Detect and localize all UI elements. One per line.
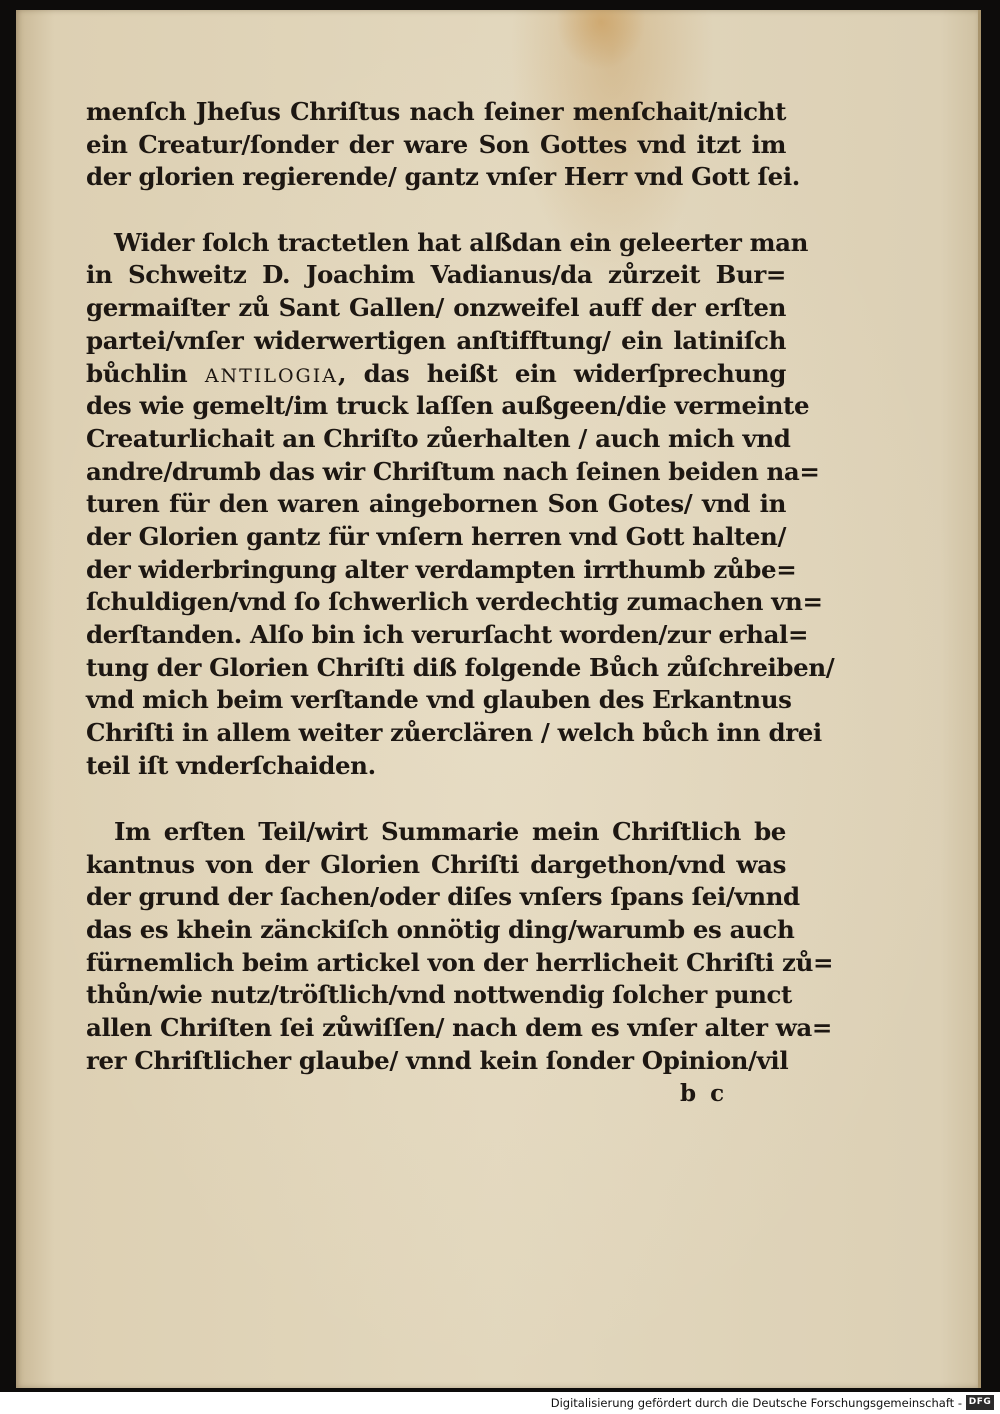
text-line: derſtanden. Alſo bin ich verurſacht worden/zur erhal=	[86, 620, 809, 649]
text-line: der widerbringung alter verdampten irrthumb zůbe=	[86, 554, 797, 584]
text-line: der grund der ſachen/oder diſes vnſers ſpans ſei/vnnd	[86, 882, 800, 912]
text-line: rer Chriſtlicher glaube/ vnnd kein ſonder Opinion/vil	[86, 1045, 789, 1075]
text-line: des wie gemelt/im truck laſſen außgeen/die vermeinte	[86, 391, 810, 421]
text-line: in Schweitz D. Joachim Vadianus/da zůrzeit Bur=	[86, 260, 786, 290]
text-line	[86, 358, 786, 391]
text-line: turen für den waren aingebornen Son Gotes/ vnd in	[86, 489, 786, 519]
title-word: ANTILOGIA	[204, 364, 338, 387]
text-line: menſch Jheſus Chriſtus nach ſeiner menſchait/nicht	[86, 97, 786, 126]
text-line: thůn/wie nutz/tröſtlich/vnd nottwendig ſolcher punct	[86, 980, 792, 1010]
dfg-logo-icon: DFG	[966, 1395, 994, 1410]
text-line: Creaturlichait an Chriſto zůerhalten / auch mich vnd	[86, 423, 791, 453]
text-line: kantnus von der Glorien Chriſti dargethon/vnd was	[86, 849, 786, 879]
comma: ,	[337, 358, 347, 388]
text-line: der Glorien gantz für vnſern herren vnd Gott halten/	[86, 521, 786, 551]
text-line: andre/drumb das wir Chriſtum nach ſeinen beiden na=	[86, 456, 820, 486]
text-line: teil iſt vnderſchaiden.	[86, 750, 376, 780]
footer-bar	[0, 1392, 1000, 1414]
text-line: der glorien regierende/ gantz vnſer Herr vnd Gott ſei.	[86, 162, 800, 192]
signature-mark: b c	[680, 1080, 728, 1107]
text-line: Im erſten Teil/wirt Summarie mein Chriſtlich be	[114, 816, 786, 846]
text-line: Wider ſolch tractetlen hat alßdan ein geleerter man	[114, 227, 809, 257]
text-fragment: bůchlin	[86, 358, 188, 388]
text-line: partei/vnſer widerwertigen anſtifftung/ ein latiniſch	[86, 325, 786, 355]
water-stain	[556, 10, 646, 70]
text-line: fürnemlich beim artickel von der herrlicheit Chriſti zů=	[86, 947, 834, 977]
text-line: Chriſti in allem weiter zůerclären / welch bůch inn drei	[86, 718, 822, 748]
text-line: das es khein zänckiſch onnötig ding/warumb es auch	[86, 915, 795, 944]
funding-credit: Digitalisierung gefördert durch die Deutsche Forschungsgemeinschaft -	[550, 1396, 962, 1410]
text-line: ein Creatur/ſonder der ware Son Gottes vnd itzt im	[86, 129, 786, 159]
text-line: tung der Glorien Chriſti diß folgende Bůch zůſchreiben/	[86, 652, 835, 682]
text-line: germaiſter zů Sant Gallen/ onzweifel auff der erſten	[86, 293, 786, 323]
text-line: allen Chriſten ſei zůwiſſen/ nach dem es vnſer alter wa=	[86, 1013, 833, 1043]
text-fragment: das heißt ein widerſprechung	[363, 358, 786, 388]
page-text	[86, 96, 835, 1077]
text-line: ſchuldigen/vnd ſo ſchwerlich verdechtig zumachen vn=	[86, 587, 823, 617]
text-line: vnd mich beim verſtande vnd glauben des Erkantnus	[86, 685, 792, 715]
